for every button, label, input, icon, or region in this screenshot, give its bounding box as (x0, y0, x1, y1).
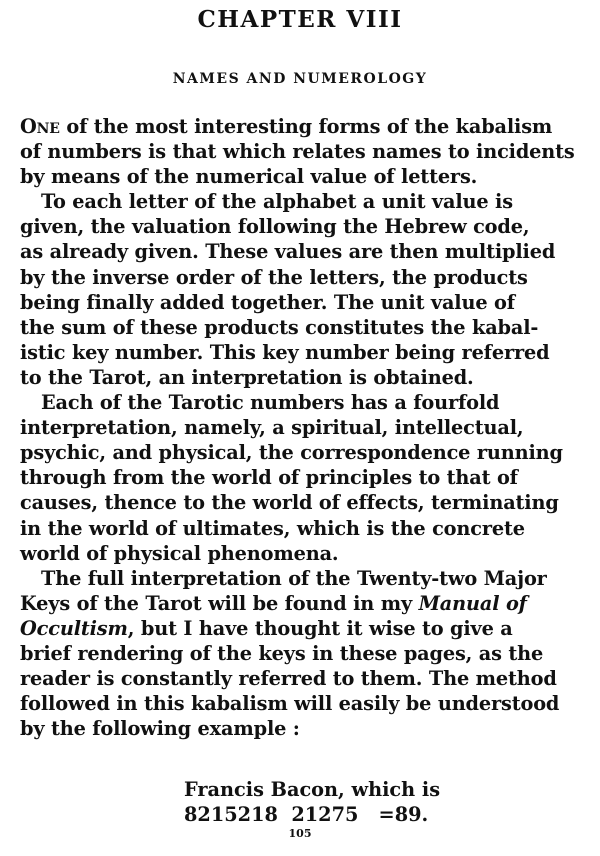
paragraph-2-line-1: To each letter of the alphabet a unit value is (41, 190, 513, 214)
paragraph-1-line-1 (20, 114, 580, 139)
drop-lead-word: One (20, 115, 60, 138)
paragraph-2-line-7: istic key number. This key number being referred (20, 340, 550, 364)
paragraph-3-line-4: through from the world of principles to that of (20, 466, 518, 490)
line-text: Keys of the Tarot will be found in my (20, 591, 419, 615)
paragraph-3-line-1: Each of the Tarotic numbers has a fourfold (41, 391, 500, 415)
example-line-1: Francis Bacon, which is (184, 778, 441, 801)
paragraph-4-line-6: followed in this kabalism will easily be understood (20, 692, 560, 716)
paragraph-4-line-7: by the following example : (20, 717, 300, 741)
paragraph-2-line-3: as already given. These values are then multiplied (20, 240, 556, 264)
book-title-part-1: Manual of (418, 591, 527, 615)
section-title: NAMES AND NUMEROLOGY (172, 71, 428, 87)
paragraph-1-line-3: by means of the numerical value of letters. (20, 165, 478, 189)
paragraph-2-line-6: the sum of these products constitutes the kabal- (20, 315, 539, 339)
paragraph-3-line-6: in the world of ultimates, which is the concrete (20, 516, 525, 540)
paragraph-3-line-2: interpretation, namely, a spiritual, intellectual, (20, 416, 524, 440)
paragraph-4-line-3 (20, 616, 580, 641)
paragraph-2-line-4: by the inverse order of the letters, the products (20, 265, 528, 289)
line-text: , but I have thought it wise to give a (127, 616, 513, 640)
page-number: 105 (288, 827, 312, 840)
paragraph-3-line-5: causes, thence to the world of effects, terminating (20, 491, 559, 515)
paragraph-3-line-3: psychic, and physical, the correspondence running (20, 441, 563, 465)
line-text: of the most interesting forms of the kabalism (59, 115, 553, 138)
paragraph-4-line-4: brief rendering of the keys in these pages, as the (20, 641, 544, 665)
book-title-part-2: Occultism (20, 616, 128, 640)
paragraph-2-line-5: being finally added together. The unit value of (20, 290, 515, 314)
paragraph-4-line-1: The full interpretation of the Twenty-two Major (41, 566, 547, 590)
paragraph-2-line-2: given, the valuation following the Hebrew code, (20, 215, 530, 239)
example-line-2: 8215218 21275 =89. (184, 803, 429, 826)
paragraph-3-line-7: world of physical phenomena. (20, 541, 339, 565)
paragraph-4-line-2 (20, 591, 580, 616)
chapter-title: CHAPTER VIII (197, 6, 403, 33)
paragraph-2-line-8: to the Tarot, an interpretation is obtained. (20, 365, 474, 389)
body-text (20, 114, 580, 741)
name-example (184, 777, 484, 827)
paragraph-4-line-5: reader is constantly referred to them. The method (20, 667, 557, 691)
paragraph-1-line-2: of numbers is that which relates names to incidents (20, 140, 575, 164)
